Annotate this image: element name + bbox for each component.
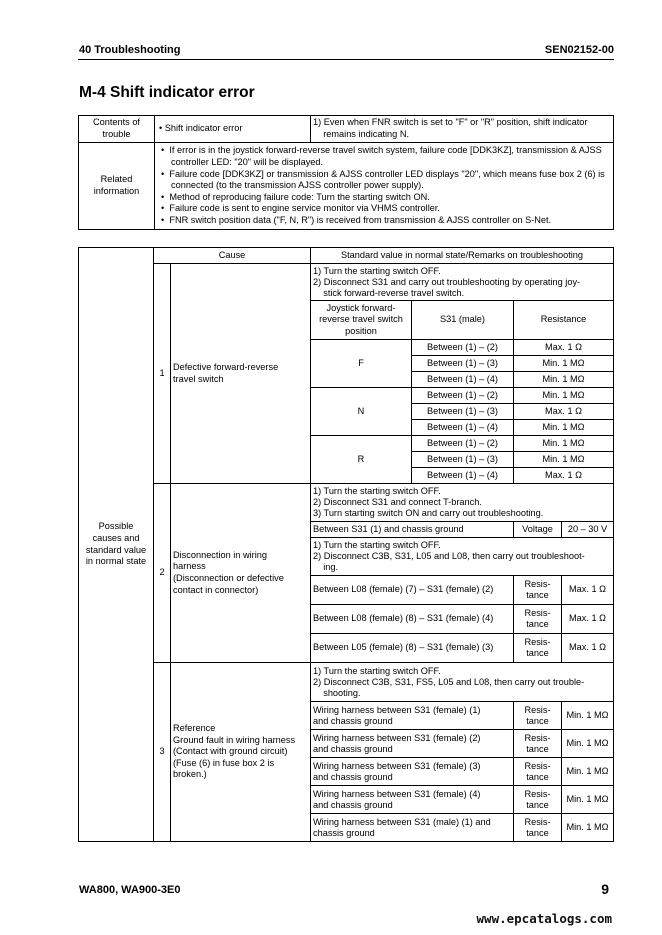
resistance-value: Max. 1 Ω xyxy=(514,340,614,356)
contents-bullet: • Shift indicator error xyxy=(155,116,311,143)
resistance-value: Max. 1 Ω xyxy=(514,404,614,420)
switch-position-header: Joystick forward- reverse travel switch position xyxy=(311,301,412,340)
voltage-label: Voltage xyxy=(514,522,562,538)
between-cell: Between L05 (female) (8) – S31 (female) (3) xyxy=(311,634,514,663)
resistance-value: Min. 1 MΩ xyxy=(514,452,614,468)
resistance-value: Min. 1 MΩ xyxy=(562,702,614,730)
related-item: • FNR switch position data ("F, N, R") is received from transmission & AJSS controller on S-Net. xyxy=(161,214,552,225)
resistance-header: Resistance xyxy=(514,301,614,340)
standard-value-column-header: Standard value in normal state/Remarks on troubleshooting xyxy=(311,248,614,264)
between-cell: Between (1) – (2) xyxy=(412,436,514,452)
resistance-value: Max. 1 Ω xyxy=(514,468,614,484)
causes-table xyxy=(78,247,614,842)
cause2-steps-a: 1) Turn the starting switch OFF. 2) Disconnect S31 and connect T-branch. 3) Turn starting switch ON and carry out troubleshooting. xyxy=(311,484,614,522)
position-f: F xyxy=(311,340,412,388)
between-cell: Between (1) – (4) xyxy=(412,372,514,388)
between-cell: Between (1) – (3) xyxy=(412,404,514,420)
resistance-value: Min. 1 MΩ xyxy=(562,814,614,842)
resistance-value: Min. 1 MΩ xyxy=(514,356,614,372)
related-item: • If error is in the joystick forward-reverse travel switch system, failure code [DDK3KZ], transmission & AJSS controller LED: "20" will be displayed. xyxy=(161,145,602,168)
related-item: • Method of reproducing failure code: Turn the starting switch ON. xyxy=(161,191,430,202)
resistance-value: Min. 1 MΩ xyxy=(562,786,614,814)
related-item: • Failure code [DDK3KZ] or transmission & AJSS controller LED displays "20", which means fuse box 2 (6) is connected (to the transmission AJSS controller power supply). xyxy=(161,168,605,191)
cause3-steps: 1) Turn the starting switch OFF. 2) Disconnect C3B, S31, FS5, L05 and L08, then carry out trouble- shooting. xyxy=(311,663,614,702)
resistance-label: Resis- tance xyxy=(514,758,562,786)
contents-detail: 1) Even when FNR switch is set to "F" or "R" position, shift indicator remains indicating N. xyxy=(311,116,614,143)
between-cell: Wiring harness between S31 (female) (3) and chassis ground xyxy=(311,758,514,786)
resistance-value: Min. 1 MΩ xyxy=(514,420,614,436)
cause-number-1: 1 xyxy=(154,264,171,484)
between-cell: Wiring harness between S31 (male) (1) and chassis ground xyxy=(311,814,514,842)
watermark: www.epcatalogs.com xyxy=(476,911,612,926)
voltage-value: 20 – 30 V xyxy=(562,522,614,538)
cause-name-2: Disconnection in wiring harness (Disconnection or defective contact in connector) xyxy=(171,484,311,663)
resistance-value: Min. 1 MΩ xyxy=(514,436,614,452)
document-code: SEN02152-00 xyxy=(544,44,614,56)
related-information-label: Related information xyxy=(79,143,155,230)
page-title: M-4 Shift indicator error xyxy=(79,84,255,101)
between-cell: Between (1) – (3) xyxy=(412,452,514,468)
between-cell: Between (1) – (2) xyxy=(412,388,514,404)
between-cell: Wiring harness between S31 (female) (4) and chassis ground xyxy=(311,786,514,814)
resistance-value: Min. 1 MΩ xyxy=(562,758,614,786)
cause-name-1: Defective forward-reverse travel switch xyxy=(171,264,311,484)
possible-causes-label: Possible causes and standard value in normal state xyxy=(79,248,154,842)
cause-name-3: Reference Ground fault in wiring harness (Contact with ground circuit) (Fuse (6) in fuse box 2 is broken.) xyxy=(171,663,311,842)
related-information-list xyxy=(155,143,614,230)
cause-number-3: 3 xyxy=(154,663,171,842)
resistance-value: Min. 1 MΩ xyxy=(562,730,614,758)
between-cell: Between (1) – (2) xyxy=(412,340,514,356)
model-name: WA800, WA900-3E0 xyxy=(79,884,181,896)
page-number: 9 xyxy=(601,881,609,897)
cause2-steps-b: 1) Turn the starting switch OFF. 2) Disconnect C3B, S31, L05 and L08, then carry out troubleshoot- ing. xyxy=(311,538,614,576)
resistance-value: Max. 1 Ω xyxy=(562,605,614,634)
position-r: R xyxy=(311,436,412,484)
resistance-label: Resis- tance xyxy=(514,730,562,758)
resistance-label: Resis- tance xyxy=(514,814,562,842)
cause-column-header: Cause xyxy=(154,248,311,264)
between-cell: Between L08 (female) (8) – S31 (female) (4) xyxy=(311,605,514,634)
contents-of-trouble-label: Contents of trouble xyxy=(79,116,155,143)
between-cell: Between (1) – (4) xyxy=(412,468,514,484)
resistance-label: Resis- tance xyxy=(514,634,562,663)
section-header: 40 Troubleshooting xyxy=(79,44,181,56)
resistance-label: Resis- tance xyxy=(514,605,562,634)
between-cell: Between (1) – (3) xyxy=(412,356,514,372)
cause-number-2: 2 xyxy=(154,484,171,663)
resistance-value: Max. 1 Ω xyxy=(562,576,614,605)
between-cell: Between (1) – (4) xyxy=(412,420,514,436)
resistance-value: Min. 1 MΩ xyxy=(514,388,614,404)
related-item: • Failure code is sent to engine service monitor via VHMS controller. xyxy=(161,203,440,214)
header-rule xyxy=(78,59,614,60)
resistance-value: Max. 1 Ω xyxy=(562,634,614,663)
between-cell: Between L08 (female) (7) – S31 (female) (2) xyxy=(311,576,514,605)
position-n: N xyxy=(311,388,412,436)
resistance-label: Resis- tance xyxy=(514,576,562,605)
cause1-steps: 1) Turn the starting switch OFF. 2) Disconnect S31 and carry out troubleshooting by operating joy- stick forward-reverse travel switch. xyxy=(311,264,614,301)
voltage-between-cell: Between S31 (1) and chassis ground xyxy=(311,522,514,538)
resistance-label: Resis- tance xyxy=(514,702,562,730)
resistance-value: Min. 1 MΩ xyxy=(514,372,614,388)
s31-male-header: S31 (male) xyxy=(412,301,514,340)
resistance-label: Resis- tance xyxy=(514,786,562,814)
trouble-summary-table xyxy=(78,115,614,230)
between-cell: Wiring harness between S31 (female) (2) and chassis ground xyxy=(311,730,514,758)
between-cell: Wiring harness between S31 (female) (1) and chassis ground xyxy=(311,702,514,730)
